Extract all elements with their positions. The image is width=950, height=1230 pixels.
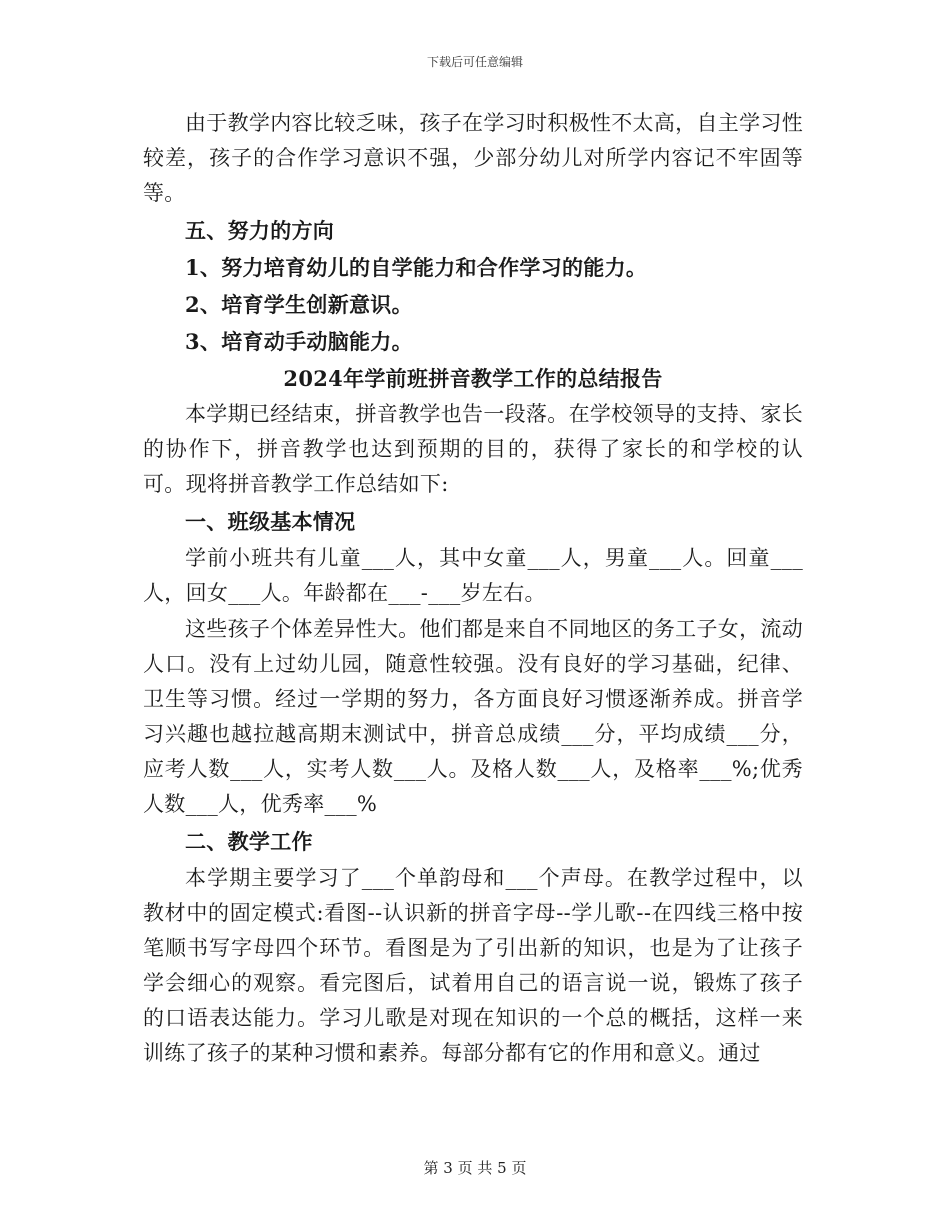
paragraph-class-info: 学前小班共有儿童___人，其中女童___人，男童___人。回童___人，回女___人。年龄都在___-___岁左右。 (143, 546, 803, 605)
document-body (143, 106, 803, 1071)
paragraph-intro: 由于教学内容比较乏味，孩子在学习时积极性不太高，自主学习性较差，孩子的合作学习意识不强，少部分幼儿对所学内容记不牢固等等。 (143, 111, 803, 205)
page-header: 下载后可任意编辑 (426, 55, 523, 69)
section-heading-two: 二、教学工作 (185, 829, 313, 854)
section-heading-five: 五、努力的方向 (185, 218, 335, 243)
report-title: 2024年学前班拼音教学工作的总结报告 (283, 366, 663, 391)
page-number: 第 3 页 共 5 页 (423, 1159, 527, 1177)
section-heading-one: 一、班级基本情况 (185, 509, 356, 534)
list-item-1: 1、努力培育幼儿的自学能力和合作学习的能力。 (185, 255, 648, 280)
list-item-2: 2、培育学生创新意识。 (185, 292, 413, 317)
paragraph-children: 这些孩子个体差异性大。他们都是来自不同地区的务工子女，流动人口。没有上过幼儿园，随意性较强。没有良好的学习基础，纪律、卫生等习惯。经过一学期的努力，各方面良好习惯逐渐养成。拼音学习兴趣也越拉越高期末测试中，拼音总成绩___分，平均成绩___分，应考人数___人，实考人数___人。及格人数___人，及格率___%;优秀人数___人，优秀率___% (143, 617, 803, 816)
list-item-3: 3、培育动手动脑能力。 (185, 329, 413, 354)
paragraph-opening: 本学期已经结束，拼音教学也告一段落。在学校领导的支持、家长的协作下，拼音教学也达到预期的目的，获得了家长的和学校的认可。现将拼音教学工作总结如下: (143, 402, 803, 496)
paragraph-teaching: 本学期主要学习了___个单韵母和___个声母。在教学过程中，以教材中的固定模式:看图--认识新的拼音字母--学儿歌--在四线三格中按笔顺书写字母四个环节。看图是为了引出新的知识，也是为了让孩子学会细心的观察。看完图后，试着用自己的语言说一说，锻炼了孩子的口语表达能力。学习儿歌是对现在知识的一个总的概括，这样一来训练了孩子的某种习惯和素养。每部分都有它的作用和意义。通过 (143, 866, 803, 1065)
